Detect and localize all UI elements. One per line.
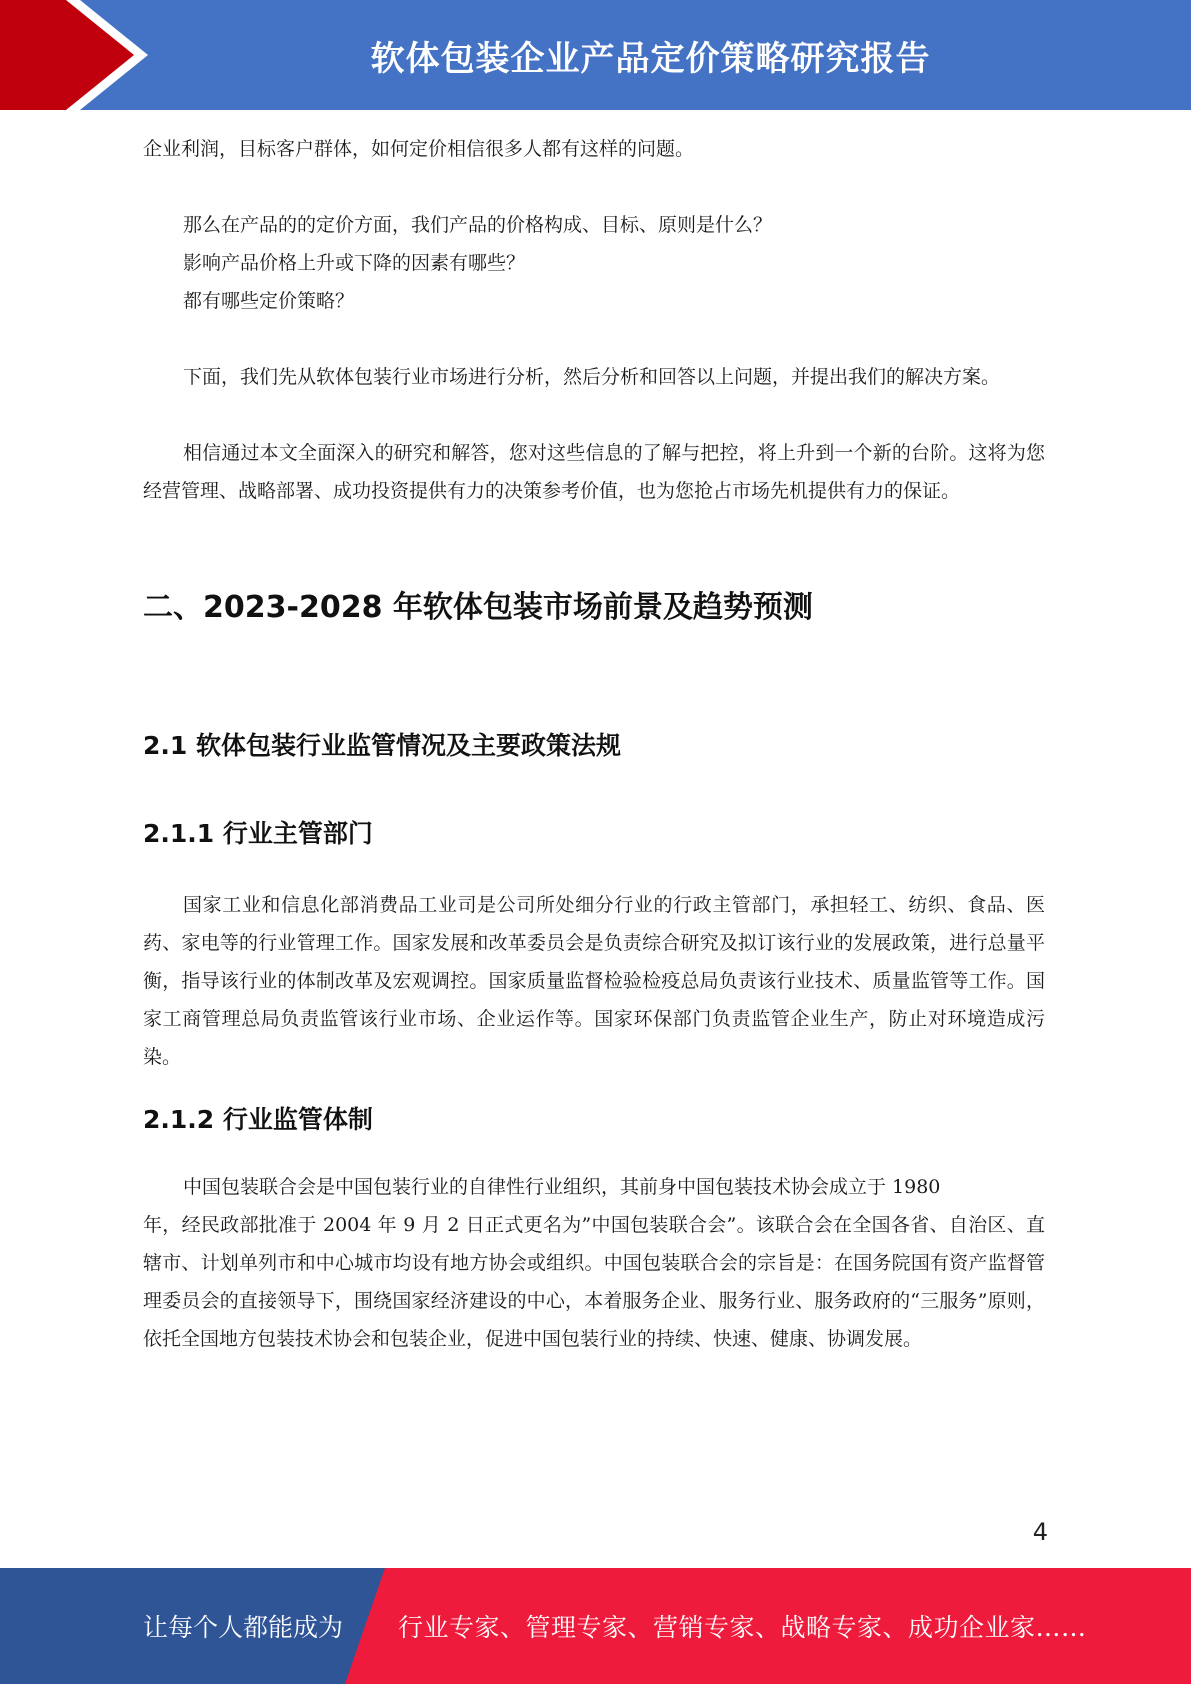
report-title: 软体包装企业产品定价策略研究报告 bbox=[370, 38, 931, 79]
paragraph-intro-end: 企业利润，目标客户群体，如何定价相信很多人都有这样的问题。 bbox=[143, 138, 695, 160]
subsection-heading-2-1: 2.1 软体包装行业监管情况及主要政策法规 bbox=[143, 731, 621, 760]
page-number: 4 bbox=[1032, 1518, 1048, 1546]
document-body bbox=[143, 130, 1045, 1358]
subsection-heading-2-1-1: 2.1.1 行业主管部门 bbox=[143, 819, 373, 848]
footer-slogan-left: 让每个人都能成为 bbox=[143, 1613, 344, 1642]
question-pricing-components: 那么在产品的的定价方面，我们产品的价格构成、目标、原则是什么？ bbox=[183, 214, 773, 236]
footer-band bbox=[0, 1568, 1191, 1684]
section-heading-2: 二、2023-2028 年软体包装市场前景及趋势预测 bbox=[143, 590, 813, 625]
red-chevron-decoration bbox=[0, 0, 160, 110]
paragraph-association: 年，经民政部批准于 2004 年 9 月 2 日正式更名为”中国包装联合会”。该联合会在全国各省、自治区、直辖市、计划单列市和中心城市均设有地方协会或组织。中国包装联合会的宗旨是：在国务院国有资产监督管理委员会的直接领导下，围绕国家经济建设的中心，本着服务企业、服务行业、服务政府的“三服务”原则，依托全国地方包装技术协会和包装企业，促进中国包装行业的持续、快速、健康、协调发展。 bbox=[143, 1214, 1045, 1350]
question-price-factors: 影响产品价格上升或下降的因素有哪些？ bbox=[183, 252, 526, 274]
footer-slogan-right: 行业专家、管理专家、营销专家、战略专家、成功企业家…… bbox=[398, 1613, 1087, 1642]
paragraph-authorities: 国家工业和信息化部消费品工业司是公司所处细分行业的行政主管部门，承担轻工、纺织、食品、医药、家电等的行业管理工作。国家发展和改革委员会是负责综合研究及拟订该行业的发展政策，进行总量平衡，指导该行业的体制改革及宏观调控。国家质量监督检验检疫总局负责该行业技术、质量监管等工作。国家工商管理总局负责监管该行业市场、企业运作等。国家环保部门负责监管企业生产，防止对环境造成污染。 bbox=[143, 894, 1045, 1068]
header-band bbox=[0, 0, 1191, 110]
paragraph-value: 相信通过本文全面深入的研究和解答，您对这些信息的了解与把控，将上升到一个新的台阶。这将为您经营管理、战略部署、成功投资提供有力的决策参考价值，也为您抢占市场先机提供有力的保证。 bbox=[143, 442, 1045, 502]
paragraph-association-line1: 中国包装联合会是中国包装行业的自律性行业组织，其前身中国包装技术协会成立于 1980 bbox=[183, 1176, 941, 1198]
subsection-heading-2-1-2: 2.1.2 行业监管体制 bbox=[143, 1105, 373, 1134]
question-pricing-strategies: 都有哪些定价策略？ bbox=[183, 290, 355, 312]
paragraph-approach: 下面，我们先从软体包装行业市场进行分析，然后分析和回答以上问题，并提出我们的解决方案。 bbox=[183, 366, 1001, 388]
